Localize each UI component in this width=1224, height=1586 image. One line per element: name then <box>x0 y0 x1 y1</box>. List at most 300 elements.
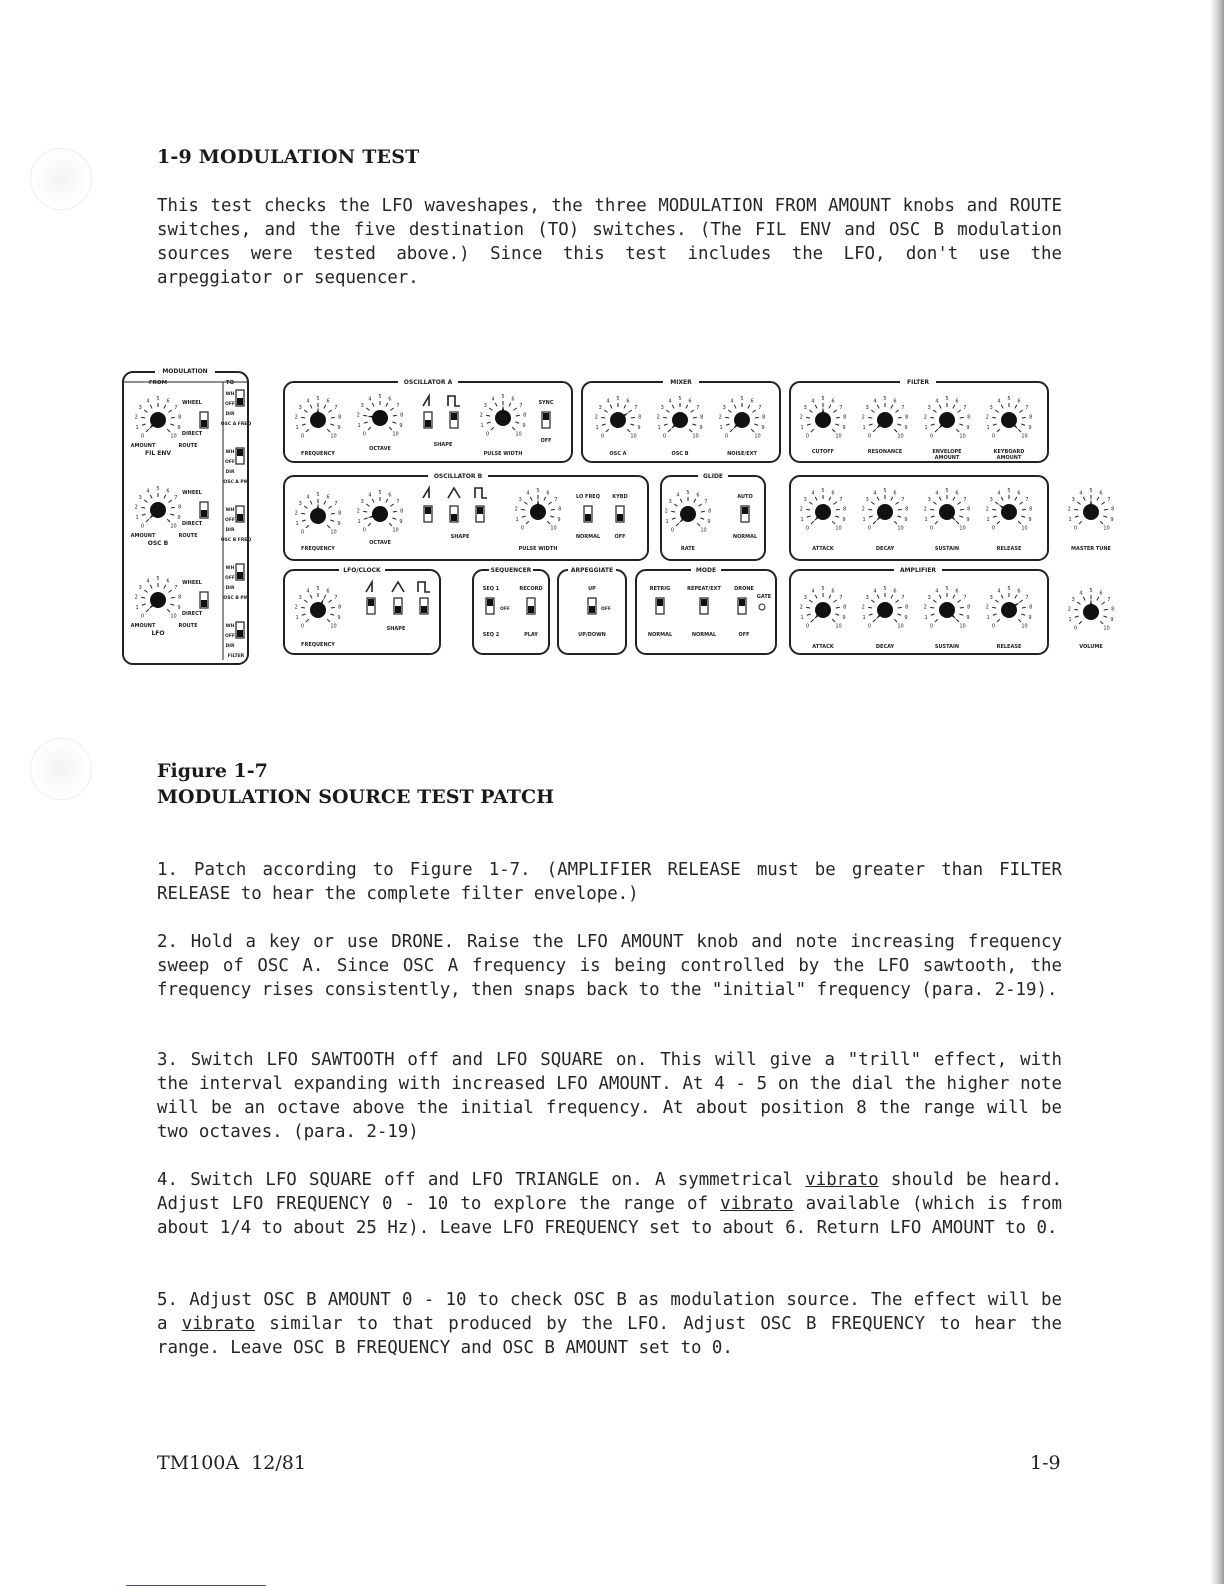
amp-env-label: RELEASE <box>996 644 1022 650</box>
knob-tick-number: 2 <box>356 412 360 419</box>
knob-tick-number: 9 <box>904 614 908 621</box>
switch-wh-label: WH <box>225 450 235 455</box>
lfo-title: LFO/CLOCK <box>343 567 381 574</box>
knob-tick-number: 6 <box>750 398 754 405</box>
osc-a-saw-icon <box>423 396 429 406</box>
lfo-amount-knob[interactable] <box>135 576 182 620</box>
filter-kbd-amount-knob[interactable] <box>986 396 1033 440</box>
knob-tick-number: 10 <box>835 623 842 630</box>
mode-drone-label: DRONE <box>734 586 754 592</box>
osc-b-normal-label: NORMAL <box>575 534 601 540</box>
knob-tick-number: 8 <box>400 412 404 419</box>
knob-tick-number: 2 <box>1067 506 1071 513</box>
mixer-knob-label: OSC B <box>671 451 689 457</box>
route-direct-label: DIRECT <box>181 611 203 617</box>
knob-tick-number: 1 <box>986 424 990 431</box>
knob-tick-number: 5 <box>945 396 949 402</box>
footer-page-number: 1-9 <box>1030 1452 1061 1474</box>
knob-tick-number: 6 <box>626 398 630 405</box>
route-direct-label: DIRECT <box>181 521 203 527</box>
knob-tick-number: 10 <box>1021 433 1028 440</box>
knob-tick-number: 5 <box>1089 588 1093 594</box>
lfo-square-switch[interactable] <box>420 598 428 614</box>
knob-tick-number: 2 <box>799 506 803 513</box>
knob-tick-number: 8 <box>967 414 971 421</box>
osc-b-saw-switch[interactable] <box>424 506 432 522</box>
knob-tick-number: 3 <box>660 405 664 412</box>
mixer-title: MIXER <box>670 379 692 386</box>
route-label: ROUTE <box>178 623 198 629</box>
osc-b-amount-knob[interactable] <box>135 486 182 530</box>
knob-tick-number: 1 <box>924 516 928 523</box>
route-switch[interactable] <box>200 502 208 518</box>
amp-release-knob[interactable] <box>986 586 1033 630</box>
knob-tick-number: 7 <box>396 403 400 410</box>
knob-tick-number: 6 <box>1017 398 1021 405</box>
knob-tick-number: 3 <box>298 595 302 602</box>
knob-tick-number: 2 <box>294 414 298 421</box>
knob-tick-number: 9 <box>699 424 703 431</box>
switch-wh-label: WH <box>225 508 235 513</box>
knob-tick-number: 3 <box>668 499 672 506</box>
knob-tick-number: 10 <box>959 433 966 440</box>
knob-tick-number: 6 <box>511 396 515 403</box>
knob-tick-number: 6 <box>831 490 835 497</box>
osc-b-off-label: OFF <box>614 534 626 540</box>
knob-tick-number: 6 <box>326 494 330 501</box>
knob-tick-number: 4 <box>1079 590 1083 597</box>
modulation-title: MODULATION <box>162 368 208 375</box>
knob-tick-number: 3 <box>138 405 142 412</box>
switch-dir-label: DIR <box>225 412 235 417</box>
knob-tick-number: 7 <box>1025 497 1029 504</box>
knob-tick-number: 4 <box>873 588 877 595</box>
knob-tick-number: 5 <box>686 490 690 496</box>
knob-tick-number: 4 <box>368 492 372 499</box>
knob-tick-number: 5 <box>1007 396 1011 402</box>
knob-tick-number: 3 <box>722 405 726 412</box>
knob-tick-number: 8 <box>1111 506 1115 513</box>
knob-tick-number: 2 <box>134 414 138 421</box>
knob-tick-number: 0 <box>140 613 145 620</box>
knob-tick-number: 4 <box>997 398 1001 405</box>
osc-a-sync-off-label: OFF <box>540 438 552 444</box>
knob-tick-number: 6 <box>831 398 835 405</box>
knob-tick-number: 7 <box>963 405 967 412</box>
knob-tick-number: 3 <box>989 405 993 412</box>
osc-a-saw-switch[interactable] <box>424 412 432 428</box>
glide-auto-label: AUTO <box>737 494 753 500</box>
intro-paragraph: This test checks the LFO waveshapes, the three MODULATION FROM AMOUNT knobs and ROUTE switches, and the five destination (TO) switches. (The FIL ENV and OSC B modulation sources were tested above.) Since this test includes the LFO, don't use the arpeggiator or sequencer. <box>157 196 1062 288</box>
knob-tick-number: 10 <box>1103 525 1110 532</box>
knob-tick-number: 2 <box>718 414 722 421</box>
knob-tick-number: 6 <box>1017 490 1021 497</box>
amplifier-title: AMPLIFIER <box>899 567 937 574</box>
binder-hole <box>30 148 92 210</box>
filter-knob-label: ENVELOPE <box>932 449 962 455</box>
knob-tick-number: 7 <box>396 499 400 506</box>
underlined-term: vibrato <box>720 1194 794 1214</box>
knob-tick-number: 5 <box>156 576 160 582</box>
knob-tick-number: 3 <box>360 499 364 506</box>
knob-tick-number: 9 <box>557 516 561 523</box>
knob-tick-number: 4 <box>368 396 372 403</box>
knob-tick-number: 4 <box>935 398 939 405</box>
knob-tick-number: 2 <box>664 508 668 515</box>
filter-attack-knob[interactable] <box>800 488 847 532</box>
knob-tick-number: 6 <box>688 398 692 405</box>
knob-tick-number: 9 <box>842 424 846 431</box>
fil-env-amount-knob[interactable] <box>135 396 182 440</box>
knob-tick-number: 6 <box>166 398 170 405</box>
knob-tick-number: 5 <box>616 396 620 402</box>
knob-tick-number: 9 <box>904 516 908 523</box>
knob-tick-number: 4 <box>306 588 310 595</box>
knob-tick-number: 7 <box>839 497 843 504</box>
knob-tick-number: 10 <box>1021 623 1028 630</box>
step-2: 2. Hold a key or use DRONE. Raise the LFO AMOUNT knob and note increasing frequency sweep of OSC A. Since OSC A frequency is being controlled by the LFO sawtooth, the frequency rises consistently, then snaps back to the "initial" frequency (para. 2-19). <box>157 932 1062 1000</box>
filter-env-label: ATTACK <box>812 546 834 552</box>
knob-tick-number: 9 <box>1028 516 1032 523</box>
mode-normal2-label: NORMAL <box>691 632 717 638</box>
lfo-frequency-knob[interactable] <box>295 586 342 630</box>
amount-label: AMOUNT <box>130 623 156 629</box>
knob-tick-number: 3 <box>865 405 869 412</box>
knob-tick-number: 7 <box>334 501 338 508</box>
knob-tick-number: 1 <box>986 516 990 523</box>
knob-tick-number: 9 <box>337 424 341 431</box>
osc-a-title: OSCILLATOR A <box>403 379 453 386</box>
knob-tick-number: 0 <box>670 527 675 534</box>
knob-tick-number: 6 <box>955 490 959 497</box>
glide-rate-label: RATE <box>680 546 696 552</box>
knob-tick-number: 8 <box>523 412 527 419</box>
knob-tick-number: 0 <box>520 525 525 532</box>
knob-tick-number: 1 <box>862 516 866 523</box>
route-wheel-label: WHEEL <box>182 580 202 586</box>
knob-tick-number: 5 <box>945 488 949 494</box>
osc-a-pulse-width-knob[interactable] <box>480 394 527 438</box>
knob-tick-number: 1 <box>924 614 928 621</box>
knob-tick-number: 9 <box>337 520 341 527</box>
knob-tick-number: 9 <box>177 604 181 611</box>
switch-off-label: OFF <box>225 460 235 465</box>
knob-tick-number: 4 <box>1079 490 1083 497</box>
knob-tick-number: 4 <box>811 588 815 595</box>
knob-tick-number: 2 <box>923 506 927 513</box>
knob-tick-number: 5 <box>536 488 540 494</box>
filter-release-knob[interactable] <box>986 488 1033 532</box>
master-tune-label: MASTER TUNE <box>1071 546 1111 552</box>
knob-tick-number: 10 <box>330 623 337 630</box>
knob-tick-number: 10 <box>515 431 522 438</box>
knob-tick-number: 1 <box>295 520 299 527</box>
lfo-triangle-switch[interactable] <box>394 598 402 614</box>
mixer-noise-knob[interactable] <box>719 396 766 440</box>
knob-tick-number: 4 <box>491 396 495 403</box>
osc-a-square-icon <box>448 396 460 406</box>
osc-b-square-switch[interactable] <box>476 506 484 522</box>
knob-tick-number: 0 <box>362 431 367 438</box>
knob-tick-number: 5 <box>316 396 320 402</box>
arp-off-label: OFF <box>601 607 611 612</box>
knob-tick-number: 0 <box>991 525 996 532</box>
knob-tick-number: 5 <box>883 586 887 592</box>
knob-tick-number: 1 <box>595 424 599 431</box>
osc-b-pulse-width-knob[interactable] <box>515 488 562 532</box>
knob-tick-number: 7 <box>839 595 843 602</box>
osc-b-kybd-label: KYBD <box>612 494 628 500</box>
knob-tick-number: 10 <box>959 525 966 532</box>
knob-tick-number: 2 <box>134 504 138 511</box>
arp-up-label: UP <box>588 586 596 592</box>
knob-tick-number: 10 <box>170 523 177 530</box>
knob-tick-number: 7 <box>963 595 967 602</box>
osc-b-box <box>284 476 648 560</box>
switch-dir-label: DIR <box>225 586 235 591</box>
filter-env-amount-knob[interactable] <box>924 396 971 440</box>
osc-b-triangle-switch[interactable] <box>450 506 458 522</box>
knob-tick-number: 7 <box>839 405 843 412</box>
knob-tick-number: 0 <box>991 623 996 630</box>
dest-switch-osc-b-pw[interactable] <box>236 564 244 580</box>
knob-tick-number: 5 <box>883 488 887 494</box>
filter-knob-label: KEYBOARD <box>993 449 1025 455</box>
mode-repeat-switch[interactable] <box>700 598 708 614</box>
knob-tick-number: 4 <box>997 588 1001 595</box>
knob-tick-number: 5 <box>156 396 160 402</box>
glide-auto-switch[interactable] <box>741 506 749 522</box>
route-label: ROUTE <box>178 533 198 539</box>
knob-tick-number: 10 <box>170 433 177 440</box>
dest-switch-osc-a-pw[interactable] <box>236 448 244 464</box>
knob-tick-number: 9 <box>337 614 341 621</box>
amp-attack-knob[interactable] <box>800 586 847 630</box>
filter-decay-knob[interactable] <box>862 488 909 532</box>
synth-panel-diagram <box>118 360 1115 680</box>
knob-tick-number: 4 <box>526 490 530 497</box>
destination-label: OSC B PW <box>223 596 249 601</box>
knob-tick-number: 2 <box>656 414 660 421</box>
knob-tick-number: 2 <box>514 506 518 513</box>
knob-tick-number: 1 <box>657 424 661 431</box>
knob-tick-number: 8 <box>843 604 847 611</box>
knob-tick-number: 1 <box>862 424 866 431</box>
knob-tick-number: 9 <box>966 424 970 431</box>
knob-tick-number: 10 <box>897 525 904 532</box>
osc-b-kybd-switch[interactable] <box>616 506 624 522</box>
filter-knob-label-line2: AMOUNT <box>996 455 1022 461</box>
mode-title: MODE <box>695 567 717 574</box>
knob-tick-number: 5 <box>316 492 320 498</box>
knob-tick-number: 0 <box>1073 625 1078 632</box>
glide-normal-label: NORMAL <box>732 534 758 540</box>
knob-tick-number: 1 <box>295 424 299 431</box>
knob-tick-number: 7 <box>634 405 638 412</box>
knob-tick-number: 2 <box>479 412 483 419</box>
osc-b-lo-freq-switch[interactable] <box>584 506 592 522</box>
knob-tick-number: 9 <box>842 516 846 523</box>
knob-tick-number: 9 <box>904 424 908 431</box>
osc-a-sync-switch[interactable] <box>542 412 550 428</box>
seq-record-label: RECORD <box>519 586 543 592</box>
seq-off-label: OFF <box>500 607 510 612</box>
dest-switch-filter[interactable] <box>236 622 244 638</box>
figure-title: MODULATION SOURCE TEST PATCH <box>157 786 555 808</box>
lfo-saw-icon <box>366 582 372 592</box>
knob-tick-number: 3 <box>1071 597 1075 604</box>
knob-tick-number: 3 <box>1071 497 1075 504</box>
knob-tick-number: 5 <box>156 486 160 492</box>
filter-knob-label: RESONANCE <box>867 449 903 455</box>
knob-tick-number: 10 <box>392 431 399 438</box>
knob-tick-number: 5 <box>821 488 825 494</box>
amp-env-label: DECAY <box>875 644 895 650</box>
osc-b-octave-knob[interactable] <box>357 490 404 534</box>
knob-tick-number: 1 <box>357 422 361 429</box>
arp-switch[interactable] <box>588 598 596 614</box>
switch-dir-label: DIR <box>225 470 235 475</box>
knob-tick-number: 6 <box>166 578 170 585</box>
knob-tick-number: 8 <box>708 508 712 515</box>
knob-tick-number: 6 <box>1099 490 1103 497</box>
mode-repeat-label: REPEAT/EXT <box>687 586 721 592</box>
osc-a-octave-knob[interactable] <box>357 394 404 438</box>
knob-tick-number: 7 <box>334 405 338 412</box>
switch-wh-label: WH <box>225 566 235 571</box>
volume-knob[interactable] <box>1068 588 1115 632</box>
knob-tick-number: 6 <box>546 490 550 497</box>
knob-tick-number: 5 <box>678 396 682 402</box>
mode-retrig-switch[interactable] <box>656 598 664 614</box>
knob-tick-number: 8 <box>558 506 562 513</box>
knob-tick-number: 3 <box>927 595 931 602</box>
filter-knob-label: CUTOFF <box>811 449 835 455</box>
knob-tick-number: 0 <box>929 525 934 532</box>
knob-tick-number: 3 <box>518 497 522 504</box>
osc-a-square-switch[interactable] <box>450 412 458 428</box>
switch-dir-label: DIR <box>225 644 235 649</box>
knob-tick-number: 10 <box>170 613 177 620</box>
knob-tick-number: 2 <box>594 414 598 421</box>
underlined-term: vibrato <box>181 1314 256 1334</box>
knob-tick-number: 1 <box>665 518 669 525</box>
dest-switch-osc-b-freq[interactable] <box>236 506 244 522</box>
osc-b-lo-freq-label: LO FREQ <box>576 494 600 500</box>
knob-tick-number: 10 <box>330 433 337 440</box>
modulation-source-label: OSC B <box>147 540 169 547</box>
knob-tick-number: 3 <box>803 497 807 504</box>
knob-tick-number: 10 <box>550 525 557 532</box>
knob-tick-number: 9 <box>842 614 846 621</box>
mixer-knob-label: NOISE/EXT <box>727 451 757 457</box>
knob-tick-number: 1 <box>862 614 866 621</box>
knob-tick-number: 1 <box>135 514 139 521</box>
knob-tick-number: 6 <box>831 588 835 595</box>
knob-tick-number: 7 <box>174 585 178 592</box>
mixer-osc-knob[interactable] <box>657 396 704 440</box>
knob-tick-number: 0 <box>991 433 996 440</box>
route-switch[interactable] <box>200 412 208 428</box>
knob-tick-number: 5 <box>740 396 744 402</box>
knob-tick-number: 4 <box>306 494 310 501</box>
lfo-triangle-icon <box>392 582 404 592</box>
knob-tick-number: 6 <box>326 588 330 595</box>
filter-resonance-knob[interactable] <box>862 396 909 440</box>
knob-tick-number: 4 <box>676 492 680 499</box>
lfo-saw-switch[interactable] <box>367 598 375 614</box>
knob-tick-number: 3 <box>927 497 931 504</box>
footer-doc-id: TM100A 12/81 <box>157 1452 306 1474</box>
knob-tick-number: 0 <box>485 431 490 438</box>
knob-tick-number: 1 <box>800 516 804 523</box>
amp-decay-knob[interactable] <box>862 586 909 630</box>
knob-tick-number: 8 <box>400 508 404 515</box>
page-edge-shadow <box>1210 0 1224 1584</box>
switch-off-label: OFF <box>225 576 235 581</box>
knob-tick-number: 5 <box>378 394 382 400</box>
arpeggiator-title: ARPEGGIATE <box>570 567 614 574</box>
amp-sustain-knob[interactable] <box>924 586 971 630</box>
osc-b-triangle-icon <box>448 488 460 498</box>
knob-tick-number: 1 <box>1068 516 1072 523</box>
osc-b-frequency-knob[interactable] <box>295 492 342 536</box>
osc-a-sync-label: SYNC <box>538 400 554 406</box>
knob-tick-number: 0 <box>140 523 145 530</box>
route-switch[interactable] <box>200 592 208 608</box>
knob-tick-number: 4 <box>997 490 1001 497</box>
step-5: 5. Adjust OSC B AMOUNT 0 - 10 to check OSC B as modulation source. The effect will be a vibrato similar to that produced by the LFO. Adjust OSC B FREQUENCY to hear the range. Leave OSC B FREQUENCY and OSC B AMOUNT set to 0. <box>157 1290 1062 1358</box>
osc-b-shape-label: SHAPE <box>450 534 470 540</box>
knob-tick-number: 3 <box>989 595 993 602</box>
knob-tick-number: 7 <box>704 499 708 506</box>
filter-cutoff-knob[interactable] <box>800 396 847 440</box>
master-tune-knob[interactable] <box>1068 488 1115 532</box>
knob-tick-number: 6 <box>1017 588 1021 595</box>
binder-hole <box>30 738 92 800</box>
knob-tick-number: 5 <box>1089 488 1093 494</box>
filter-sustain-knob[interactable] <box>924 488 971 532</box>
knob-tick-number: 0 <box>867 623 872 630</box>
osc-a-frequency-label: FREQUENCY <box>301 451 335 457</box>
knob-tick-number: 9 <box>399 422 403 429</box>
knob-tick-number: 1 <box>295 614 299 621</box>
knob-tick-number: 0 <box>929 623 934 630</box>
destination-label: OSC A PW <box>223 480 249 485</box>
knob-tick-number: 7 <box>334 595 338 602</box>
seq2-label: SEQ 2 <box>482 632 500 638</box>
knob-tick-number: 9 <box>1110 616 1114 623</box>
knob-tick-number: 4 <box>730 398 734 405</box>
lfo-frequency-label: FREQUENCY <box>301 642 335 648</box>
glide-rate-knob[interactable] <box>665 490 712 534</box>
mode-drone-switch[interactable] <box>738 598 746 614</box>
seq-select-switch[interactable] <box>486 598 494 614</box>
seq-record-switch[interactable] <box>527 598 535 614</box>
knob-tick-number: 6 <box>326 398 330 405</box>
sequencer-title: SEQUENCER <box>490 567 532 574</box>
glide-title: GLIDE <box>702 473 724 480</box>
mixer-osc-knob[interactable] <box>595 396 642 440</box>
knob-tick-number: 8 <box>338 414 342 421</box>
osc-a-frequency-knob[interactable] <box>295 396 342 440</box>
knob-tick-number: 7 <box>901 497 905 504</box>
knob-tick-number: 3 <box>865 595 869 602</box>
knob-tick-number: 8 <box>1029 506 1033 513</box>
dest-switch-osc-a-freq[interactable] <box>236 390 244 406</box>
knob-tick-number: 2 <box>861 414 865 421</box>
sequencer-box <box>473 570 549 654</box>
